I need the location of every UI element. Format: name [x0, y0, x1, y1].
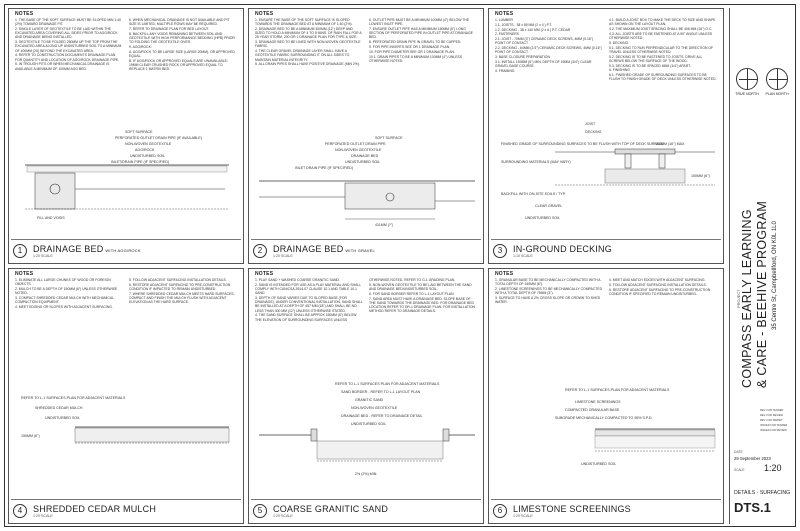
drainage-gravel-section [255, 119, 479, 229]
note: 2. SAND IS INTENDED FOR USE AS A PLAY MATERIAL AND SHALL COMPLY WITH CAN/CSA Z614-07 CLAUSE 10.1 AND TABLE 10.1 SAND. [255, 282, 362, 296]
note: 4. FRAMING [495, 68, 515, 73]
detail-scale: 1:20 SCALE [33, 254, 53, 258]
section-drawing [255, 119, 479, 229]
note: 5. ALL DRAIN PIPES SHALL HAVE POSITIVE DRAINAGE (MIN 2%). [255, 62, 360, 67]
detail-panel-5 [248, 268, 484, 524]
note: 3. BASE CLOSURE PREPARATION [495, 55, 550, 60]
detail-title: DRAINAGE BED WITH GRAVEL [273, 244, 375, 254]
note: 5. FOLLOW ADJACENT SURFACING INSTALLATION DETAILS. [129, 278, 227, 282]
note: 5. DECKING [609, 40, 629, 45]
note: 6. RESTORE ADJACENT SURFACING TO PRE-CONSTRUCTION CONDITION IF IMPACTED TO REMAIN UNDISTURBED. [129, 282, 231, 291]
note: 9. FOR PIPE INVERTS SEE OR 1 DRAINAGE PLAN. [369, 45, 451, 49]
drawing-number: DTS.1 [734, 500, 771, 515]
label-mulch: SHREDDED CEDAR MULCH [35, 406, 83, 410]
sand-section [255, 379, 479, 489]
label-limestone: LIMESTONE SCREENINGS [575, 400, 621, 404]
note: 8. BACKFILL ANY VOIDS REMAINING BETWEEN SOIL AND GEOTEXTILE WITH HIGH PERFORMANCE BEDDING (HPB) PRIOR TO FOLDING THE GEOTEXTILE OVER. [129, 31, 235, 45]
notes-list [495, 18, 717, 82]
notes-heading: NOTES [15, 11, 34, 17]
label-spacing: 406MM (16") MAX. [655, 142, 686, 146]
label-dimension: 411MM (?") [375, 223, 394, 227]
revision-list [760, 408, 790, 433]
note: 6. FINISHING [609, 68, 630, 73]
detail-title-bar [11, 499, 241, 521]
label-slope: 2% (2%) MIN. [355, 472, 378, 476]
note: A. AGG/ROCK TO BE LARGE SIZE (LARGE 20MM), OR APPROVED EQUAL. [129, 49, 235, 58]
note: 1. LUMBER [495, 18, 513, 22]
revision-item: REV. FOR PERMIT [760, 419, 783, 422]
label-sand-border: SAND BORDER - REFER TO L-1 LAYOUT PLAN [341, 390, 421, 394]
note: 2. SINGLE LAYER OF GEOTEXTILE TO BE LAID WITHIN THE EXCAVATED AREA COVERING ALL SIDES PRIOR TO AGG/ROCK AND DRAINAGE BEING INSTALLED. [15, 27, 118, 40]
label-soft-surface: SOFT SURFACE [125, 130, 153, 134]
date-value: 29 September 2023 [734, 456, 771, 461]
detail-title: DRAINAGE BED WITH AGG/ROCK [33, 244, 141, 254]
label-surrounding: SURROUNDING MATERIALS (MAY VARY) [501, 160, 571, 164]
scale-label: SCALE [734, 468, 745, 472]
notes-heading: NOTES [495, 271, 514, 277]
note: 9. AGG/ROCK: [129, 45, 152, 49]
note: 7. REFER TO DRAINAGE PLAN FOR BED LAYOUT. [129, 27, 210, 31]
note: 2. FASTENERS [495, 32, 519, 37]
detail-title: IN-GROUND DECKING [513, 244, 612, 254]
note: 2. LIMESTONE SCREENINGS TO BE MECHANICALLY COMPACTED WITH A TOTAL DEPTH OF 75MM (3"). [495, 287, 603, 296]
note: 7. SAND AREA MUST HAVE A DRAINAGE BED. SLOPE BASE OF THE SAND TOWARDS THE DRAINAGE BED. FOR DRAINAGE BED LOCATION REFER TO DR-1 DRAINAGE PLAN. FOR INSTALLATION METHOD REFER TO DRAINAGE DETAILS. [369, 296, 475, 314]
detail-scale: 1:20 SCALE [273, 254, 293, 258]
label-outlet-pipe: PERFORATED OUTLET DRAIN PIPE (IF AVAILABLE) [115, 136, 202, 140]
note: 7. ENSURE OUTLET PIPE HAS A MINIMUM 150MM (6") LONG SECTION OF PERFORATED PIPE IN OUTLET PIPE AT DRAINAGE BED. [369, 27, 473, 40]
detail-scale: 1:20 SCALE [513, 514, 533, 518]
north-arrow-icon [736, 68, 758, 90]
label-undisturbed-soil: UNDISTURBED SOIL [130, 154, 166, 158]
detail-number: 4 [13, 504, 27, 518]
section-drawing [255, 379, 479, 489]
project-label: PROJECT [736, 289, 741, 308]
notes-list [495, 278, 717, 304]
notes-heading: NOTES [15, 271, 34, 277]
limestone-section [495, 379, 719, 489]
label-subgrade: SUBGRADE MECHANICALLY COMPACTED TO 95% S.P.D. [555, 416, 653, 420]
detail-panel-4 [8, 268, 244, 524]
note: 3. DRAINAGE BED TO BE LINED WITH NON-WOVEN GEOTEXTILE FABRIC. [255, 40, 361, 49]
note: 4. REFER TO CONSTRUCTION DOCUMENTS DRAINAGE PLAN FOR QUANTITY AND LOCATION OF AGG/ROCK DRAINAGE PIPE. [15, 53, 120, 62]
note: 4. THE CLEAR GRAVEL DRAINAGE LAYER SHALL HAVE A GEOTEXTILE FABRIC SURROUNDING IT ON ALL SIDES TO MAINTAIN MATERIAL INTEGRITY. [255, 49, 350, 62]
notes-list [15, 18, 237, 72]
detail-panel-6 [488, 268, 724, 524]
notes-list [255, 278, 477, 322]
note: 3.1. INSTALL 150MM (6") MIN. DEPTH OF 19MM (3/4") CLEAR GRAVEL BASE COURSE. [495, 59, 592, 69]
drawing-title: DETAILS - SURFACING [734, 490, 791, 496]
decking-section [495, 119, 719, 229]
title-block [729, 8, 793, 524]
detail-scale: 1:10 SCALE [513, 254, 533, 258]
note: 8. PERFORATED DRAIN PIPE IN GRAVEL TO BE CAPPED. [369, 40, 462, 45]
true-north-symbol [734, 68, 760, 96]
notes-list [15, 278, 237, 309]
detail-title: COARSE GRANITIC SAND [273, 504, 389, 514]
revision-item: ISSUED FOR REVIEW [760, 429, 787, 432]
label-refer-surfaces: REFER TO L-1 SURFACES PLAN FOR ADJACENT MATERIALS [21, 396, 126, 400]
label-granitic-sand: GRANITIC SAND [355, 398, 384, 402]
label-drainage-bed: DRAINAGE BED - REFER TO DRAINAGE DETAIL [341, 414, 423, 418]
detail-panel-1 [8, 8, 244, 264]
note: 4. MEET AND MATCH EDGES WITH ADJACENT SURFACING. [609, 278, 706, 282]
note: 4.3. ALL JOISTS ARE TO BE FASTENED AT A 90° ANGLE UNLESS OTHERWISE NOTED. [609, 31, 713, 40]
note: 1.2. DECKING - 38 x 140 MM (2 x 6 ) P.T. CEDAR [495, 27, 571, 32]
note: 2.2. DECKING - 64MM (2.5") CERAMIC DECK SCREWS, 4MM (0.16") POINT OF CONTACT. [495, 46, 602, 55]
note: 5.3. DECKING IS TO BE SPACED 6MM (1/4") APART. [609, 63, 691, 68]
note: 6. RESTORE ADJACENT SURFACING TO PRE-CONSTRUCTION CONDITION IF SPECIFIED TO REMAIN UNDISTURBED. [609, 287, 711, 296]
label-backfill: BACKFILL WITH ON-SITE SOILS / TYP. [501, 192, 566, 196]
revision-item: REV. FOR TENDER [760, 409, 784, 412]
note: 6. OUTLET PIPE MUST BE A MINIMUM 100MM (4") BELOW THE LOWEST INLET PIPE. [369, 18, 470, 27]
detail-title: LIMESTONE SCREENINGS [513, 504, 631, 514]
note: 3. DEPTH OF SAND VARIES DUE TO SLOPED BASE (FOR DRAINAGE). UNDER CONVENTIONAL INSTALLATION, SAND SHALL BE INSTALLED AT A DEPTH OF 457 MM (18") AND SHALL BE NO LESS THAN 300 MM (12") UNLESS OTHERWISE STATED. [255, 296, 363, 313]
label-finished-grade: FINISHED GRADE OF SURROUNDING SURFACES TO BE FLUSH WITH TOP OF DECK SURFACE [501, 142, 664, 146]
note: 2. DRAINAGE BED TO BE A MINIMUM 300MM (12") DEEP AND SIZED TO HOLD A MINIMUM OF 4 TO 5 MINS. OF RAIN FALL FOR A 25 YEAR STORM, 200 OR 1 DRAINAGE PLAN FOR TYPE & SIZE. [255, 27, 362, 40]
label-fill-voids: FILL AND VOIDS [37, 216, 65, 220]
detail-title-bar [11, 239, 241, 261]
detail-scale: 1:20 SCALE [33, 514, 53, 518]
detail-number: 6 [493, 504, 507, 518]
label-inlet-pipe: INLET/DRAIN PIPE (IF SPECIFIED) [111, 160, 170, 164]
date-label: DATE [734, 450, 743, 454]
label-geotextile: NON-WOVEN GEOTEXTILE [125, 142, 172, 146]
note: 6. WHEN MECHANICAL DRAINAGE IS NOT AVAILABLE AND PIT SIZE IS LIMITED, MULTIPLE ROWS MAY BE REQUIRED. [129, 18, 230, 27]
note: 10.1. DRAIN PIPES TO BE A MINIMUM 100MM (4") UNLESS OTHERWISE NOTED. [369, 54, 463, 63]
note: 1. THE BASE OF THE SOFT SURFACE MUST BE SLOPED MIN 1:40 (2%) TOWARD DRAINAGE PIT. [15, 18, 122, 27]
label-refer-surfaces: REFER TO L-1 SURFACES PLAN FOR ADJACENT MATERIALS [335, 382, 440, 386]
label-granular-base: COMPACTED GRANULAR BASE [565, 408, 620, 412]
detail-title-bar [491, 239, 721, 261]
detail-title-bar [491, 499, 721, 521]
section-drawing [15, 119, 239, 229]
revision-item: ISSUED FOR TENDER [760, 424, 788, 427]
notes-heading: NOTES [255, 271, 274, 277]
note: 4.1. BUILD A JOIST BOX TO MAKE THE DECK TO SIZE AND SHAPE AS SHOWN ON THE LAYOUT PLAN. [609, 18, 716, 27]
note: 1. ELIMINATE ALL LARGE CHUNKS OF WOOD OR FOREIGN OBJECTS. [15, 278, 111, 287]
note: 3. COMPACT SHREDDED CEDAR MULCH WITH MECHANICAL COMPACTION EQUIPMENT. [15, 296, 114, 305]
scale-value: 1:20 [764, 463, 782, 473]
label-undisturbed-soil: UNDISTURBED SOIL [351, 422, 387, 426]
section-drawing [495, 119, 719, 229]
plan-north-label: PLAN NORTH [765, 92, 789, 96]
label-decking: DECKING [585, 130, 602, 134]
detail-number: 5 [253, 504, 267, 518]
note: 2. MULCH TO BE A DEPTH OF 150MM (6") UNLESS OTHERWISE NOTED. [15, 287, 118, 296]
note: 5. IN TROUGH PITS OR WHEN MECHANICAL DRAINAGE IS AVAILABLE A MINIMUM OF 100MM AGG BED. [15, 62, 110, 71]
detail-number: 3 [493, 244, 507, 258]
note: 4.2. THE MAXIMUM JOIST SPACING SHALL BE 406 MM (16") O.C. [609, 27, 713, 31]
note: 7. WHERE SHREDDED CEDAR MULCH MEETS HARD SURFACES, COMPACT AND FINISH THE MULCH FLUSH WITH ADJACENT ELEVATION AS THE HARD SURFACE. [129, 291, 235, 305]
label-outlet-pipe: PERFORATED OUTLET DRAIN PIPE [325, 142, 386, 146]
drainage-bed-section [15, 119, 239, 229]
label-geotextile: NON-WOVEN GEOTEXTILE [335, 148, 382, 152]
detail-title-bar [251, 499, 481, 521]
label-aggrock: AGG/ROCK [135, 148, 155, 152]
note: 1. PLAY SAND + WASHED COARSE GRANITIC SAND. [255, 278, 340, 282]
note: 5.1. DECKING TO RUN PERPENDICULAR TO THE DIRECTION OF TRAVEL UNLESS OTHERWISE NOTED. [609, 45, 714, 54]
north-arrow-icon [766, 68, 788, 90]
note: 4. MEET EDGING OR SLOPES WITH ADJACENT SURFACING. [15, 305, 113, 309]
detail-panel-2 [248, 8, 484, 264]
note: 5.2. DECKING IS TO BE FASTENED TO JOISTS. DRIVE ALL SCREWS BELOW THE SURFACE OF THE WOOD. [609, 54, 703, 63]
label-clear-gravel: CLEAR GRAVEL [535, 204, 563, 208]
label-inlet-pipe: INLET DRAIN PIPE (IF SPECIFIED) [295, 166, 354, 170]
note: 2.1. JOIST - 70MM (3") CERAMIC DECK SCREWS, 4MM (0.16") POINT OF CONTACT. [495, 37, 594, 46]
project-address: 35 Centre St, Campbellford, ON K0L 1L0 [772, 221, 778, 330]
label-undisturbed-soil: UNDISTURBED SOIL [581, 462, 617, 466]
label-soft-surface: SOFT SURFACE [375, 136, 403, 140]
note: 3. GEOTEXTILE TO BE FOLDED 250MM UP THE TOP FROM THE EXCAVATED AREA ALONG UP UNDISTURBED SOIL TO A MINIMUM OF 400MM (2X) BEYOND THE EXCAVATED AREA. [15, 40, 122, 53]
note: 1.1. JOISTS - 38 x 89 MM (2 x 4 ) P.T. [495, 22, 553, 27]
project-title: COMPASS EARLY LEARNING & CARE - BEEHIVE PROGRAM [740, 200, 769, 388]
true-north-label: TRUE NORTH [735, 92, 759, 96]
detail-panel-3 [488, 8, 724, 264]
notes-heading: NOTES [255, 11, 274, 17]
note: 1. GRANULAR BASE TO BE MECHANICALLY COMPACTED WITH A TOTAL DEPTH OF 150MM (6"). [495, 278, 601, 287]
section-drawing [495, 379, 719, 489]
detail-title-bar [251, 239, 481, 261]
note: 5. NON-WOVEN GEOTEXTILE TO BE LAID BETWEEN THE SAND AND DRAINAGE BED/UNDISTURBED SOIL. [369, 282, 472, 291]
label-joist: JOIST [585, 122, 596, 126]
note: 5. FOLLOW ADJACENT SURFACING INSTALLATION DETAILS. [609, 282, 707, 287]
label-drainage-bed: DRAINAGE BED [351, 154, 379, 158]
detail-number: 2 [253, 244, 267, 258]
notes-heading: NOTES [495, 11, 514, 17]
note: 3. SURFACE TO HAVE A 2% CROSS SLOPE OR CROWN TO SHED WATER. [495, 296, 601, 305]
label-refer-surfaces: REFER TO L-1 SURFACES PLAN FOR ADJACENT MATERIALS [565, 388, 670, 392]
note: 6. FOR SAND BORDER REFER TO L-1 LAYOUT PLAN. [369, 291, 455, 296]
section-drawing [15, 379, 239, 489]
drawing-sheet [4, 4, 796, 527]
label-undisturbed-soil: UNDISTURBED SOIL [45, 416, 81, 420]
note: 4. THE SAND SURFACE SHALL BE APPROX 150MM (6") BELOW THE ELEVATION OF SURROUNDING SURFACES UNLESS OTHERWISE NOTED. REFER TO G-1 GRADING PLAN. [255, 278, 456, 322]
note: 6.1. FINISHED GRADE OF SURROUNDING SURFACES TO BE FLUSH TO FINISH GRADE OF DECK UNLESS OTHERWISE NOTED. [609, 73, 717, 82]
plan-north-symbol [764, 68, 790, 96]
detail-scale: 1:20 SCALE [273, 514, 293, 518]
detail-title: SHREDDED CEDAR MULCH [33, 504, 157, 514]
note: 10. FOR PIPE DIAMETER SEE OR 1 DRAINAGE PLAN. [369, 49, 455, 54]
label-geotextile: NON-WOVEN GEOTEXTILE [351, 406, 398, 410]
label-depth: 150MM (6") [21, 434, 40, 438]
note: 1. ENSURE THE BASE OF THE SOFT SURFACE IS SLOPED TOWARDS THE DRAINAGE BED AT A MINIMUM OF 1:40 (2%). [255, 18, 353, 27]
label-undisturbed-soil: UNDISTURBED SOIL [345, 160, 381, 164]
notes-list [255, 18, 477, 67]
label-depth: 150MM (6") [691, 174, 710, 178]
revision-item: REV. FOR REVIEW [760, 414, 783, 417]
note: B. IF AGG/ROCK OR APPROVED EQUALS ARE UNAVAILABLE: 19MM CLEAR CRUSHED ROCK OR APPROVED EQUAL TO REPLACE 1 MATRIX BED. [129, 58, 228, 72]
detail-number: 1 [13, 244, 27, 258]
mulch-section [15, 379, 239, 489]
label-undisturbed-soil: UNDISTURBED SOIL [525, 216, 561, 220]
